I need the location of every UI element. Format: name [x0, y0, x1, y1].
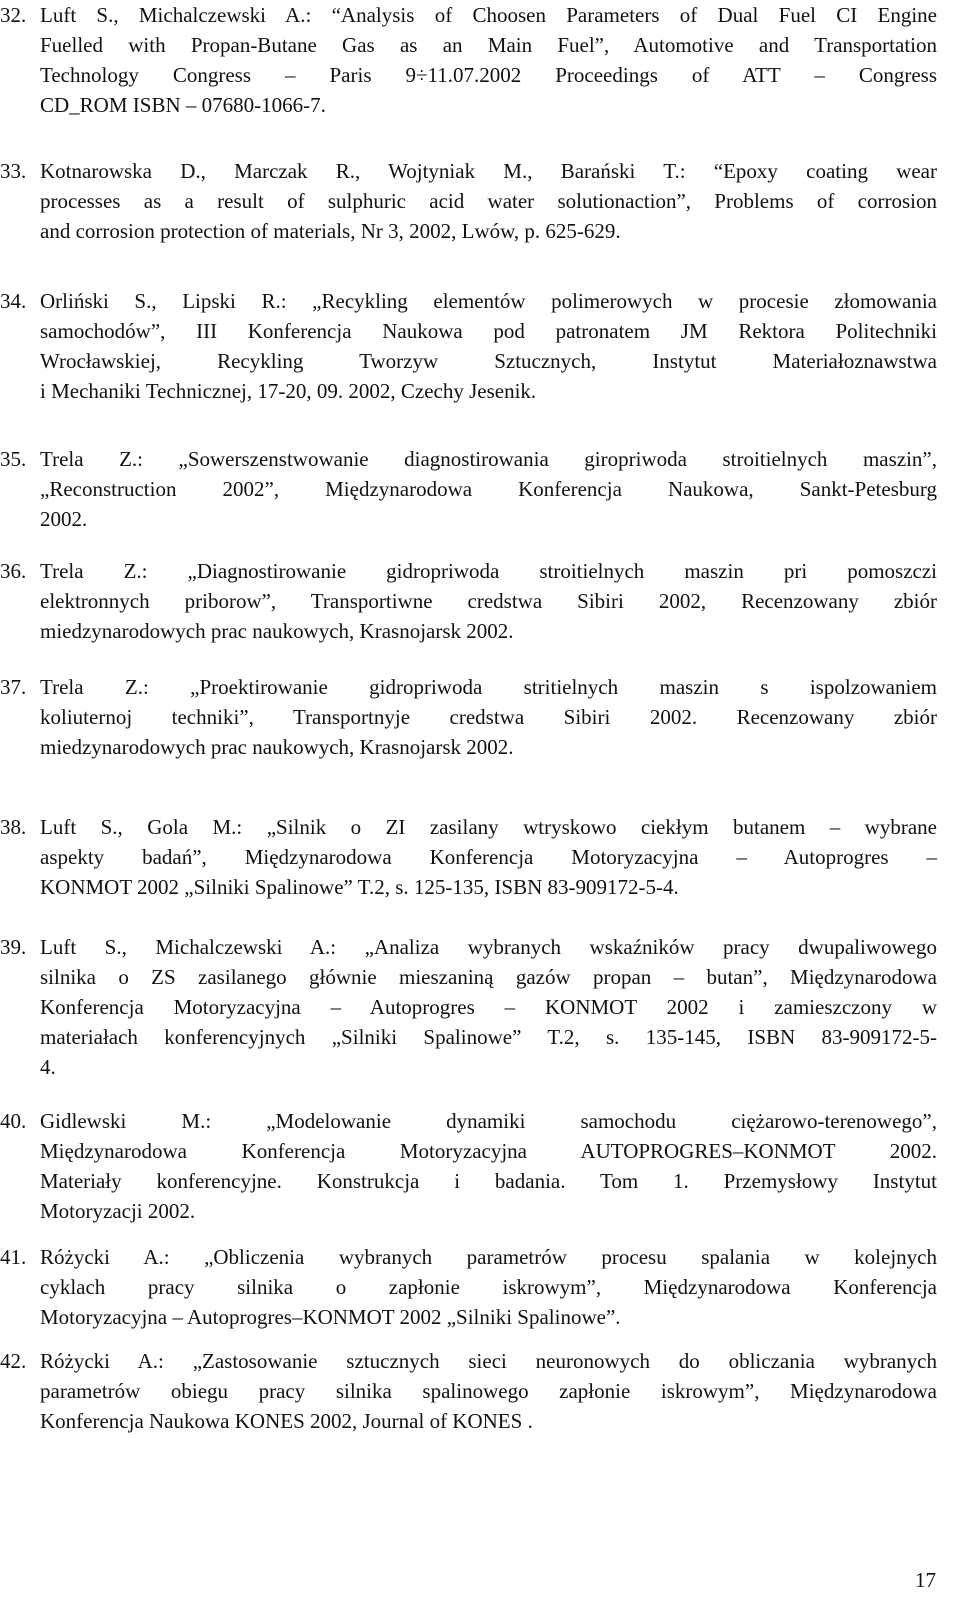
reference-text-line: and corrosion protection of materials, Nr 3, 2002, Lwów, p. 625-629. [40, 219, 621, 243]
page-number: 17 [915, 1568, 936, 1592]
reference-text-line: Luft S., Gola M.: „Silnik o ZI zasilany wtryskowo ciekłym butanem – wybrane [40, 815, 937, 839]
reference-text-line: Orliński S., Lipski R.: „Recykling elementów polimerowych w procesie złomowania [40, 289, 937, 313]
reference-text-line: parametrów obiegu pracy silnika spalinowego zapłonie iskrowym”, Międzynarodowa [40, 1379, 937, 1403]
reference-text-line: CD_ROM ISBN – 07680-1066-7. [40, 93, 326, 117]
reference-text-line: Trela Z.: „Proektirowanie gidropriwoda stritielnych maszin s ispolzowaniem [40, 675, 937, 699]
reference-text-line: Różycki A.: „Obliczenia wybranych parametrów procesu spalania w kolejnych [40, 1245, 937, 1269]
reference-text-line: Motoryzacji 2002. [40, 1199, 196, 1223]
reference-text-line: Różycki A.: „Zastosowanie sztucznych sieci neuronowych do obliczania wybranych [40, 1349, 937, 1373]
reference-text-line: aspekty badań”, Międzynarodowa Konferencja Motoryzacyjna – Autoprogres – [40, 845, 937, 869]
reference-text-line: Wrocławskiej, Recykling Tworzyw Sztucznych, Instytut Materiałoznawstwa [40, 349, 937, 373]
reference-text-line: 4. [40, 1055, 56, 1079]
reference-text-line: Motoryzacyjna – Autoprogres–KONMOT 2002 „Silniki Spalinowe”. [40, 1305, 621, 1329]
reference-text-line: materiałach konferencyjnych „Silniki Spalinowe” T.2, s. 135-145, ISBN 83-909172-5- [40, 1025, 937, 1049]
reference-text-line: Konferencja Naukowa KONES 2002, Journal of KONES . [40, 1409, 533, 1433]
reference-text-line: i Mechaniki Technicznej, 17-20, 09. 2002, Czechy Jesenik. [40, 379, 537, 403]
reference-text-line: samochodów”, III Konferencja Naukowa pod patronatem JM Rektora Politechniki [40, 319, 937, 343]
reference-text-line: Gidlewski M.: „Modelowanie dynamiki samochodu ciężarowo-terenowego”, [40, 1109, 937, 1133]
reference-text-line: miedzynarodowych prac naukowych, Krasnojarsk 2002. [40, 619, 514, 643]
reference-text-line: Fuelled with Propan-Butane Gas as an Main Fuel”, Automotive and Transportation [40, 33, 937, 57]
reference-number: 36. [0, 559, 27, 583]
reference-text-line: Technology Congress – Paris 9÷11.07.2002 Proceedings of ATT – Congress [40, 63, 937, 87]
reference-text-line: Luft S., Michalczewski A.: „Analiza wybranych wskaźników pracy dwupaliwowego [40, 935, 937, 959]
reference-text-line: cyklach pracy silnika o zapłonie iskrowym”, Międzynarodowa Konferencja [40, 1275, 937, 1299]
reference-text-line: Trela Z.: „Diagnostirowanie gidropriwoda stroitielnych maszin pri pomoszczi [40, 559, 937, 583]
reference-text-line: Trela Z.: „Sowerszenstwowanie diagnostirowania giropriwoda stroitielnych maszin”, [40, 447, 937, 471]
reference-text-line: koliuternoj techniki”, Transportnyje credstwa Sibiri 2002. Recenzowany zbiór [40, 705, 937, 729]
reference-number: 39. [0, 935, 27, 959]
reference-text-line: elektronnych priborow”, Transportiwne credstwa Sibiri 2002, Recenzowany zbiór [40, 589, 937, 613]
reference-text-line: 2002. [40, 507, 88, 531]
reference-number: 32. [0, 3, 27, 27]
reference-number: 34. [0, 289, 27, 313]
reference-text-line: Luft S., Michalczewski A.: “Analysis of Choosen Parameters of Dual Fuel CI Engine [40, 3, 937, 27]
reference-number: 42. [0, 1349, 27, 1373]
reference-text-line: Międzynarodowa Konferencja Motoryzacyjna AUTOPROGRES–KONMOT 2002. [40, 1139, 937, 1163]
reference-text-line: processes as a result of sulphuric acid water solutionaction”, Problems of corrosion [40, 189, 937, 213]
reference-text-line: Materiały konferencyjne. Konstrukcja i badania. Tom 1. Przemysłowy Instytut [40, 1169, 937, 1193]
reference-number: 40. [0, 1109, 27, 1133]
reference-text-line: Konferencja Motoryzacyjna – Autoprogres – KONMOT 2002 i zamieszczony w [40, 995, 937, 1019]
reference-text-line: silnika o ZS zasilanego głównie mieszaniną gazów propan – butan”, Międzynarodowa [40, 965, 937, 989]
reference-text-line: Kotnarowska D., Marczak R., Wojtyniak M., Barański T.: “Epoxy coating wear [40, 159, 937, 183]
reference-text-line: KONMOT 2002 „Silniki Spalinowe” T.2, s. 125-135, ISBN 83-909172-5-4. [40, 875, 679, 899]
reference-text-line: „Reconstruction 2002”, Międzynarodowa Konferencja Naukowa, Sankt-Petesburg [40, 477, 937, 501]
reference-number: 41. [0, 1245, 27, 1269]
reference-number: 33. [0, 159, 27, 183]
reference-text-line: miedzynarodowych prac naukowych, Krasnojarsk 2002. [40, 735, 514, 759]
reference-number: 35. [0, 447, 27, 471]
reference-number: 38. [0, 815, 27, 839]
reference-number: 37. [0, 675, 27, 699]
